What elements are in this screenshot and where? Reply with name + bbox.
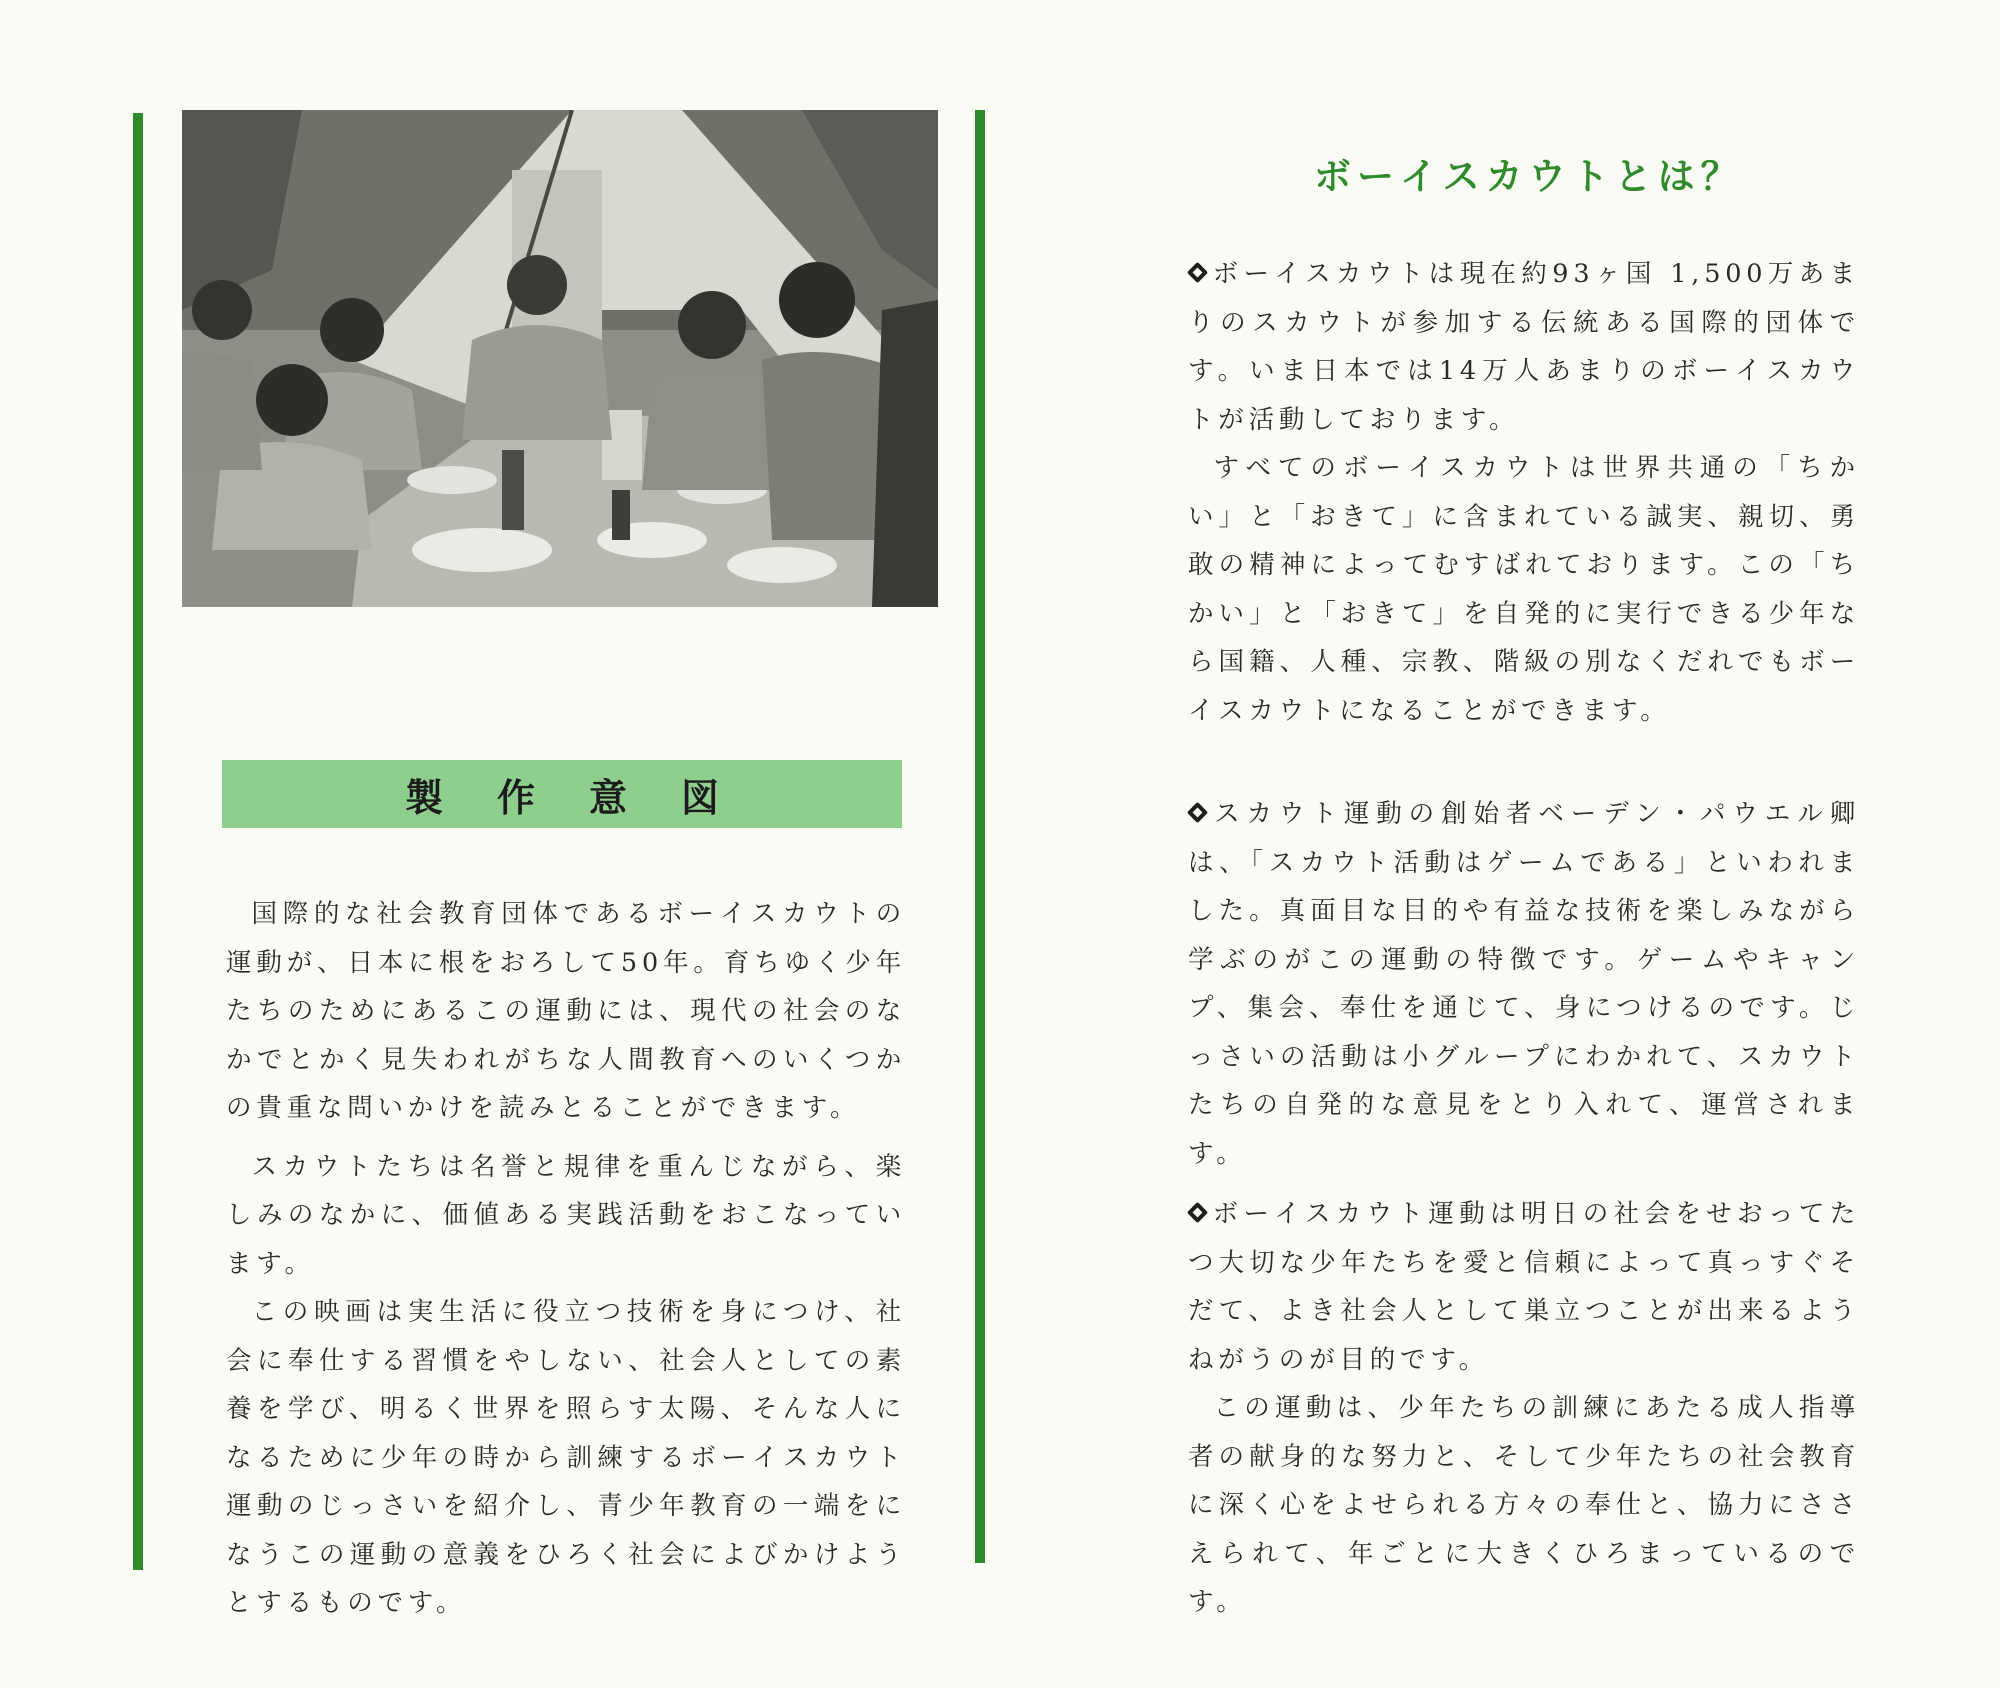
scout-info-lead: ボーイスカウトは現在約93ヶ国 1,500万あまりのスカウトが参加する伝統ある国際的団体です。いま日本では14万人あまりのボーイスカウトが活動しております。 — [1188, 259, 1860, 435]
intent-paragraph: この映画は実生活に役立つ技術を身につけ、社会に奉仕する習慣をやしない、社会人としての素養を学び、明るく世界を照らす太陽、そんな人になるために少年の時から訓練するボーイスカウト運動のじっさいを紹介し、青少年教育の一端をになうこの運動の意義をひろく社会によびかけようとするものです。 — [226, 1297, 906, 1618]
what-is-boy-scout-title: ボーイスカウトとは？ — [1314, 155, 1744, 198]
left-green-rule — [133, 113, 143, 1570]
scout-info-paragraph: この運動は、少年たちの訓練にあたる成人指導者の献身的な努力と、そして少年たちの社会教育に深く心をよせられる方々の奉仕と、協力にささえられて、年ごとに大きくひろまっているのです。 — [1188, 1393, 1860, 1617]
scout-info-paragraph: すべてのボーイスカウトは世界共通の「ちかい」と「おきて」に含まれている誠実、親切、勇敢の精神によってむすばれております。この「ちかい」と「おきて」を自発的に実行できる少年なら国籍、人種、宗教、階級の別なくだれでもボーイスカウトになることができます。 — [1188, 453, 1860, 726]
production-intent-heading-band — [222, 760, 902, 828]
scout-info-lead: スカウト運動の創始者ベーデン・パウエル卿は、「スカウト活動はゲームである」といわれました。真面目な目的や有益な技術を楽しみながら学ぶのがこの運動の特徴です。ゲームやキャンプ、集会、奉仕を通じて、身につけるのです。じっさいの活動は小グループにわかれて、スカウトたちの自発的な意見をとり入れて、運営されます。 — [1188, 799, 1860, 1169]
production-intent-heading: 製作意図 — [404, 775, 773, 820]
intent-paragraph: 国際的な社会教育団体であるボーイスカウトの運動が、日本に根をおろして50年。育ちゆく少年たちのためにあるこの運動には、現代の社会のなかでとかく見失われがちな人間教育へのいくつかの貴重な問いかけを読みとることができます。 — [226, 899, 906, 1123]
intent-paragraph: スカウトたちは名誉と規律を重んじながら、楽しみのなかに、価値ある実践活動をおこなっています。 — [226, 1151, 906, 1279]
diamond-bullet-icon — [1188, 263, 1210, 285]
scouts-camp-meal-photo — [182, 110, 938, 607]
scout-info-block — [1188, 250, 1860, 735]
production-intent-text — [226, 890, 906, 1628]
scout-info-block — [1188, 1190, 1860, 1627]
scout-info-block — [1188, 790, 1860, 1178]
scout-info-lead: ボーイスカウト運動は明日の社会をせおってたつ大切な少年たちを愛と信頼によって真っすぐそだて、よき社会人として巣立つことが出来るようねがうのが目的です。 — [1188, 1199, 1860, 1375]
diamond-bullet-icon — [1188, 803, 1210, 825]
diamond-bullet-icon — [1188, 1203, 1210, 1225]
photo-illustration — [182, 110, 938, 607]
right-green-rule — [975, 110, 985, 1563]
